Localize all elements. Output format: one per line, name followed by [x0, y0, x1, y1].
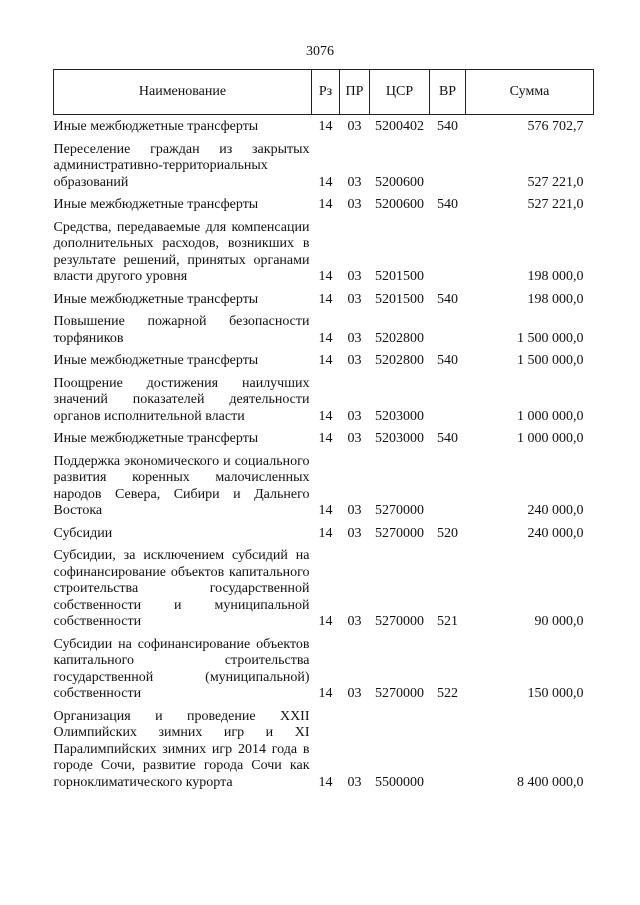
row-pr: 03 [347, 408, 362, 424]
row-vr: 540 [437, 353, 458, 368]
table-row [54, 286, 594, 309]
row-csr: 5200600 [375, 197, 424, 212]
row-csr: 5270000 [375, 525, 424, 541]
table-row [54, 542, 594, 631]
table-body [54, 115, 594, 792]
page-number: 3076 [306, 44, 334, 59]
table-row [54, 520, 594, 543]
table-row [54, 425, 594, 448]
row-rz: 14 [318, 197, 333, 212]
row-rz: 14 [318, 119, 333, 134]
row-csr: 5200600 [375, 174, 424, 190]
row-sum: 198 000,0 [527, 269, 584, 284]
row-name: Иные межбюджетные трансферты [53, 197, 259, 212]
row-rz: 14 [318, 269, 333, 284]
row-pr: 03 [347, 353, 362, 368]
row-rz: 14 [318, 353, 333, 368]
row-sum: 240 000,0 [527, 503, 584, 518]
row-rz: 14 [318, 614, 333, 629]
row-csr: 5202800 [375, 353, 424, 368]
header-rz: Рз [312, 70, 340, 115]
table-row [54, 136, 594, 192]
row-vr: 522 [437, 686, 458, 701]
row-rz: 14 [318, 525, 333, 541]
row-sum: 150 000,0 [527, 686, 584, 701]
row-vr: 521 [437, 614, 458, 629]
row-sum: 1 500 000,0 [517, 330, 584, 346]
row-sum: 576 702,7 [527, 119, 584, 134]
row-vr [430, 136, 466, 192]
row-pr: 03 [347, 174, 362, 190]
row-sum: 198 000,0 [527, 291, 584, 307]
row-vr [430, 448, 466, 520]
row-name: Иные межбюджетные трансферты [53, 291, 259, 307]
row-sum: 527 221,0 [527, 197, 584, 212]
row-csr: 5270000 [375, 614, 424, 629]
row-vr [430, 308, 466, 347]
row-sum: 8 400 000,0 [517, 774, 584, 790]
row-sum: 527 221,0 [527, 174, 584, 190]
row-pr: 03 [347, 686, 362, 701]
header-name: Наименование [54, 70, 312, 115]
row-vr: 540 [437, 431, 458, 446]
row-name: Иные межбюджетные трансферты [53, 353, 259, 368]
row-pr: 03 [347, 614, 362, 629]
header-vr: ВР [430, 70, 466, 115]
row-csr: 5500000 [375, 774, 424, 790]
row-rz: 14 [318, 431, 333, 446]
row-vr: 540 [437, 119, 458, 134]
table-row [54, 448, 594, 520]
row-csr: 5270000 [375, 503, 424, 518]
row-name: Иные межбюджетные трансферты [53, 431, 259, 446]
row-name: Поддержка экономического и социального развития коренных малочисленных народов Севера, Сибири и Дальнего Востока [53, 453, 310, 518]
table-row [54, 347, 594, 370]
table-row [54, 115, 594, 136]
table-row [54, 703, 594, 792]
row-name: Субсидии, за исключением субсидий на софинансирование объектов капитального строительства государственной собственности и муниципальной собственности [53, 548, 310, 629]
row-csr: 5201500 [375, 291, 424, 307]
table-row [54, 308, 594, 347]
table-row [54, 214, 594, 286]
row-pr: 03 [347, 774, 362, 790]
row-pr: 03 [347, 197, 362, 212]
budget-table [53, 69, 594, 791]
table-row [54, 191, 594, 214]
row-name: Субсидии [53, 525, 113, 541]
row-csr: 5202800 [375, 330, 424, 346]
row-sum: 1 000 000,0 [517, 408, 584, 424]
row-sum: 1 500 000,0 [517, 353, 584, 368]
row-pr: 03 [347, 119, 362, 134]
row-sum: 1 000 000,0 [517, 431, 584, 446]
table-row [54, 631, 594, 703]
row-rz: 14 [318, 686, 333, 701]
row-pr: 03 [347, 330, 362, 346]
row-rz: 14 [318, 291, 333, 307]
row-rz: 14 [318, 408, 333, 424]
row-csr: 5200402 [375, 119, 424, 134]
row-name: Переселение граждан из закрытых административно-территориальных образований [53, 141, 310, 190]
header-sum: Сумма [466, 70, 594, 115]
row-rz: 14 [318, 503, 333, 518]
row-csr: 5270000 [375, 686, 424, 701]
row-name: Поощрение достижения наилучших значений показателей деятельности органов исполнительной власти [53, 375, 310, 424]
row-pr: 03 [347, 503, 362, 518]
row-vr [430, 214, 466, 286]
row-name: Иные межбюджетные трансферты [53, 119, 259, 134]
row-vr [430, 703, 466, 792]
row-vr: 540 [437, 291, 458, 307]
row-csr: 5203000 [375, 408, 424, 424]
row-rz: 14 [318, 174, 333, 190]
row-name: Повышение пожарной безопасности торфяников [53, 314, 310, 346]
row-pr: 03 [347, 431, 362, 446]
row-sum: 90 000,0 [534, 614, 584, 629]
row-rz: 14 [318, 774, 333, 790]
row-vr: 520 [437, 525, 458, 541]
header-pr: ПР [340, 70, 370, 115]
row-pr: 03 [347, 291, 362, 307]
row-vr: 540 [437, 197, 458, 212]
row-sum: 240 000,0 [527, 525, 584, 541]
row-name: Субсидии на софинансирование объектов капитального строительства государственной (муниципальной) собственности [53, 636, 310, 701]
row-name: Организация и проведение XXII Олимпийских зимних игр и XI Паралимпийских зимних игр 2014 года в городе Сочи, развитие города Сочи как горноклиматического курорта [53, 708, 310, 790]
row-csr: 5203000 [375, 431, 424, 446]
row-pr: 03 [347, 525, 362, 541]
header-csr: ЦСР [370, 70, 430, 115]
row-pr: 03 [347, 269, 362, 284]
row-rz: 14 [318, 330, 333, 346]
row-vr [430, 370, 466, 426]
table-header [54, 70, 594, 115]
row-name: Средства, передаваемые для компенсации дополнительных расходов, возникших в результате решений, принятых органами власти другого уровня [53, 219, 310, 284]
table-row [54, 370, 594, 426]
row-csr: 5201500 [375, 269, 424, 284]
